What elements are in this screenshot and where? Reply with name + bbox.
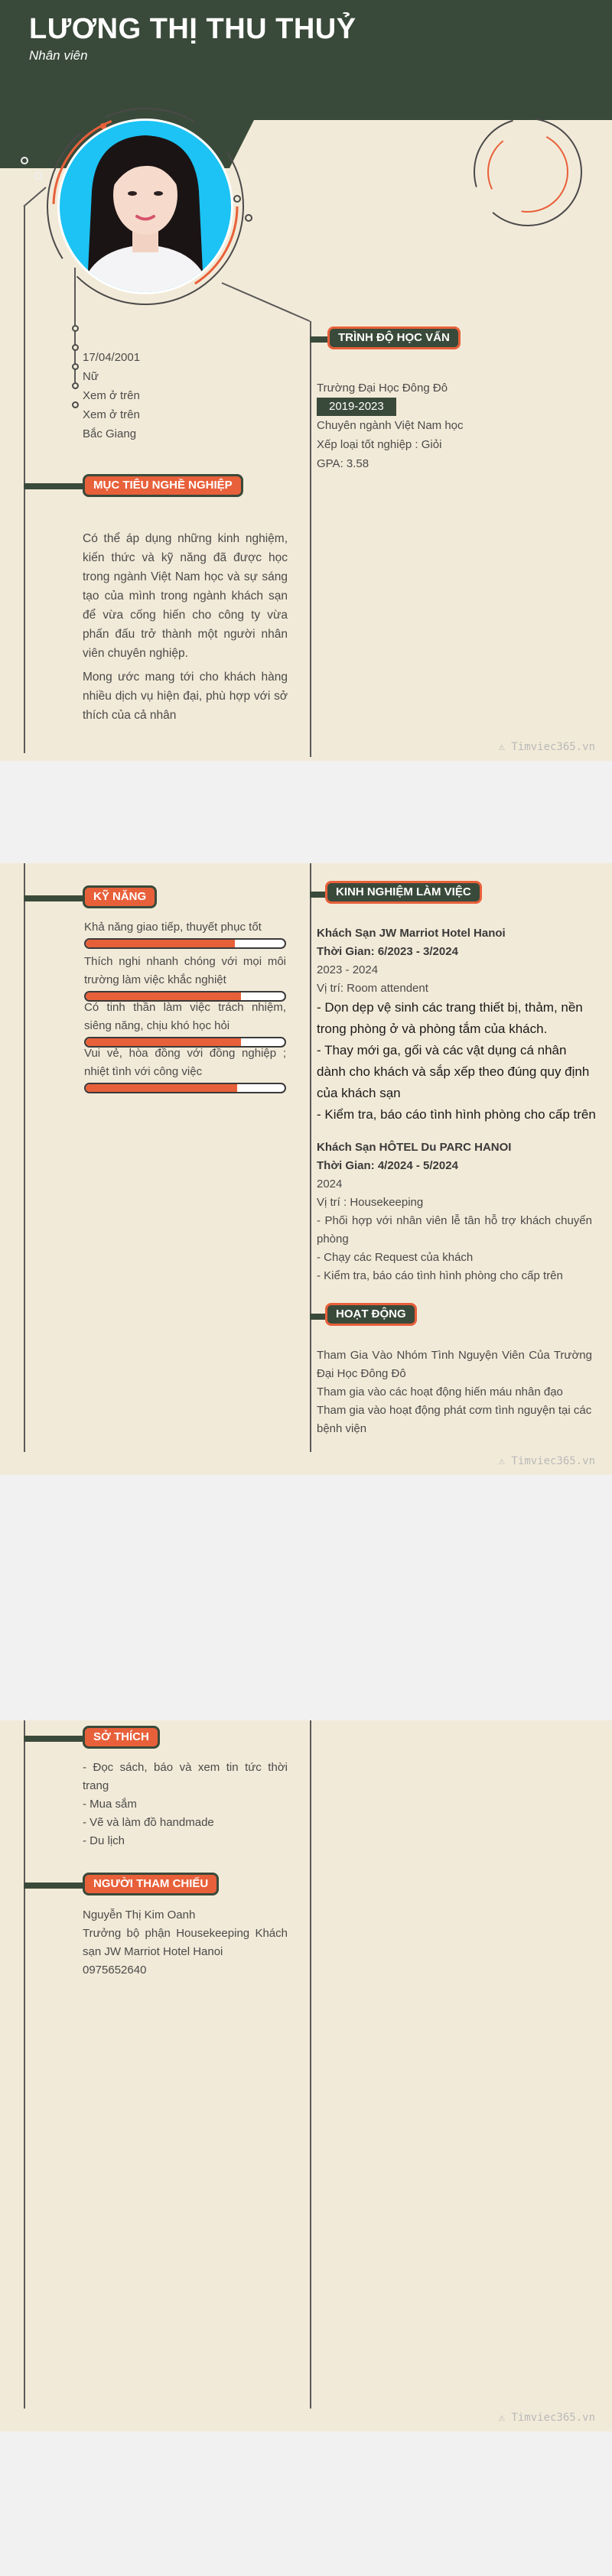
job1-duty-1: - Dọn dẹp vệ sinh các trang thiết bị, thảm, nền trong phòng ở và phòng tắm của khách.	[317, 1000, 583, 1036]
cv-page-3	[0, 1720, 612, 2431]
job2-position: Vị trí : Housekeeping	[317, 1196, 424, 1209]
center-timeline	[310, 1720, 311, 2409]
job1-duty-3: - Kiểm tra, báo cáo tình hình phòng cho cấp trên	[317, 1107, 596, 1122]
center-timeline	[310, 321, 311, 757]
cv-page-1	[0, 0, 612, 761]
education-grade: Xếp loại tốt nghiệp : Giỏi	[317, 438, 442, 451]
skill-level-bar	[84, 938, 286, 949]
watermark: ⚠ Timviec365.vn	[498, 741, 595, 753]
job1-time: Thời Gian: 6/2023 - 3/2024	[317, 945, 458, 958]
skill-label: Có tinh thần làm việc trách nhiệm, siêng năng, chịu khó học hỏi	[84, 1001, 286, 1032]
job1-duty-2: - Thay mới ga, gối và các vật dụng cá nhân dành cho khách và sắp xếp theo đúng quy định của khách sạn	[317, 1043, 590, 1100]
skills-heading: KỸ NĂNG	[83, 885, 157, 908]
skill-item	[84, 953, 286, 1002]
watermark: ⚠ Timviec365.vn	[498, 2412, 595, 2424]
hobby-1: - Đọc sách, báo và xem tin tức thời trang	[83, 1761, 288, 1792]
section-bar	[24, 895, 89, 901]
section-bar	[24, 1736, 89, 1742]
skill-level-fill	[86, 940, 235, 947]
skill-label: Vui vẻ, hòa đồng với đồng nghiệp ; nhiệt tình với công việc	[84, 1047, 286, 1078]
timeline-dot	[72, 344, 79, 351]
address-1: Xem ở trên	[83, 389, 140, 402]
education-gpa: GPA: 3.58	[317, 457, 369, 470]
hobby-4: - Du lịch	[83, 1834, 125, 1847]
hobby-2: - Mua sắm	[83, 1798, 137, 1811]
timeline-dot	[72, 401, 79, 408]
skill-label: Khả năng giao tiếp, thuyết phục tốt	[84, 921, 262, 934]
watermark: ⚠ Timviec365.vn	[498, 1455, 595, 1467]
address-2: Xem ở trên	[83, 408, 140, 421]
job1-position: Vị trí: Room attendent	[317, 982, 428, 995]
education-years: 2019-2023	[317, 398, 396, 416]
candidate-name: LƯƠNG THỊ THU THUỶ	[29, 13, 356, 45]
job2-year: 2024	[317, 1178, 343, 1191]
reference-phone: 0975652640	[83, 1964, 147, 1977]
skill-level-fill	[86, 1084, 237, 1092]
reference-role: Trưởng bộ phận Housekeeping Khách sạn JW Marriot Hotel Hanoi	[83, 1927, 288, 1958]
activity-1: Tham Gia Vào Nhóm Tình Nguyện Viên Của Trường Đại Học Đông Đô	[317, 1349, 592, 1380]
reference-name: Nguyễn Thị Kim Oanh	[83, 1908, 196, 1921]
job1-company: Khách Sạn JW Marriot Hotel Hanoi	[317, 927, 506, 940]
job1-years: 2023 - 2024	[317, 963, 379, 976]
skill-item	[84, 918, 286, 949]
skill-label: Thích nghi nhanh chóng với mọi môi trường làm việc khắc nghiệt	[84, 955, 286, 986]
skill-item	[84, 1044, 286, 1093]
left-timeline	[24, 1720, 25, 2409]
reference-heading: NGƯỜI THAM CHIẾU	[83, 1873, 219, 1895]
job2-duty-2: - Chạy các Request của khách	[317, 1251, 474, 1264]
cv-page-2	[0, 863, 612, 1475]
timeline-dot	[72, 382, 79, 389]
timeline-dot	[72, 363, 79, 370]
candidate-title: Nhân viên	[29, 48, 88, 63]
education-heading: TRÌNH ĐỘ HỌC VẤN	[327, 326, 461, 349]
activities-heading: HOẠT ĐỘNG	[325, 1303, 417, 1326]
hometown: Bắc Giang	[83, 427, 137, 440]
activity-2: Tham gia vào các hoạt động hiến máu nhân đạo	[317, 1385, 563, 1398]
dob: 17/04/2001	[83, 351, 141, 364]
connector-lines	[0, 0, 612, 382]
section-bar	[24, 1882, 89, 1889]
hobbies-heading: SỞ THÍCH	[83, 1726, 160, 1749]
watermark-text: Timviec365.vn	[511, 2412, 595, 2424]
skill-level-bar	[84, 1083, 286, 1093]
gender: Nữ	[83, 370, 99, 383]
job2-time: Thời Gian: 4/2024 - 5/2024	[317, 1159, 458, 1172]
watermark-text: Timviec365.vn	[511, 1455, 595, 1467]
education-major: Chuyên ngành Việt Nam học	[317, 419, 464, 432]
activity-3: Tham gia vào hoạt động phát cơm tình nguyện tại các bệnh viện	[317, 1404, 592, 1435]
objective-text-2: Mong ước mang tới cho khách hàng nhiều dịch vụ hiện đại, phù hợp với sở thích của cả nhân	[83, 671, 288, 722]
skill-item	[84, 999, 286, 1048]
job2-duty-3: - Kiểm tra, báo cáo tình hình phòng cho cấp trên	[317, 1269, 563, 1282]
timeline-dot	[72, 325, 79, 332]
experience-heading: KINH NGHIỆM LÀM VIỆC	[325, 881, 482, 904]
education-school: Trường Đại Học Đông Đô	[317, 382, 448, 395]
hobby-3: - Vẽ và làm đồ handmade	[83, 1816, 214, 1829]
job2-duty-1: - Phối hợp với nhân viên lễ tân hỗ trợ khách chuyển phòng	[317, 1214, 592, 1246]
objective-text-1: Có thể áp dụng những kinh nghiệm, kiến thức và kỹ năng đã được học trong ngành Việt Nam học và sự sáng tạo của mình trong ngành khách sạn để vừa cống hiến cho công ty vừa phấn đấu trở thành một người nhân viên chuyên nghiệp.	[83, 532, 288, 660]
left-timeline	[24, 863, 25, 1452]
objective-heading: MỤC TIÊU NGHỀ NGHIỆP	[83, 474, 243, 497]
watermark-text: Timviec365.vn	[511, 741, 595, 753]
job2-company: Khách Sạn HÔTEL Du PARC HANOI	[317, 1141, 512, 1154]
center-timeline	[310, 863, 311, 1452]
